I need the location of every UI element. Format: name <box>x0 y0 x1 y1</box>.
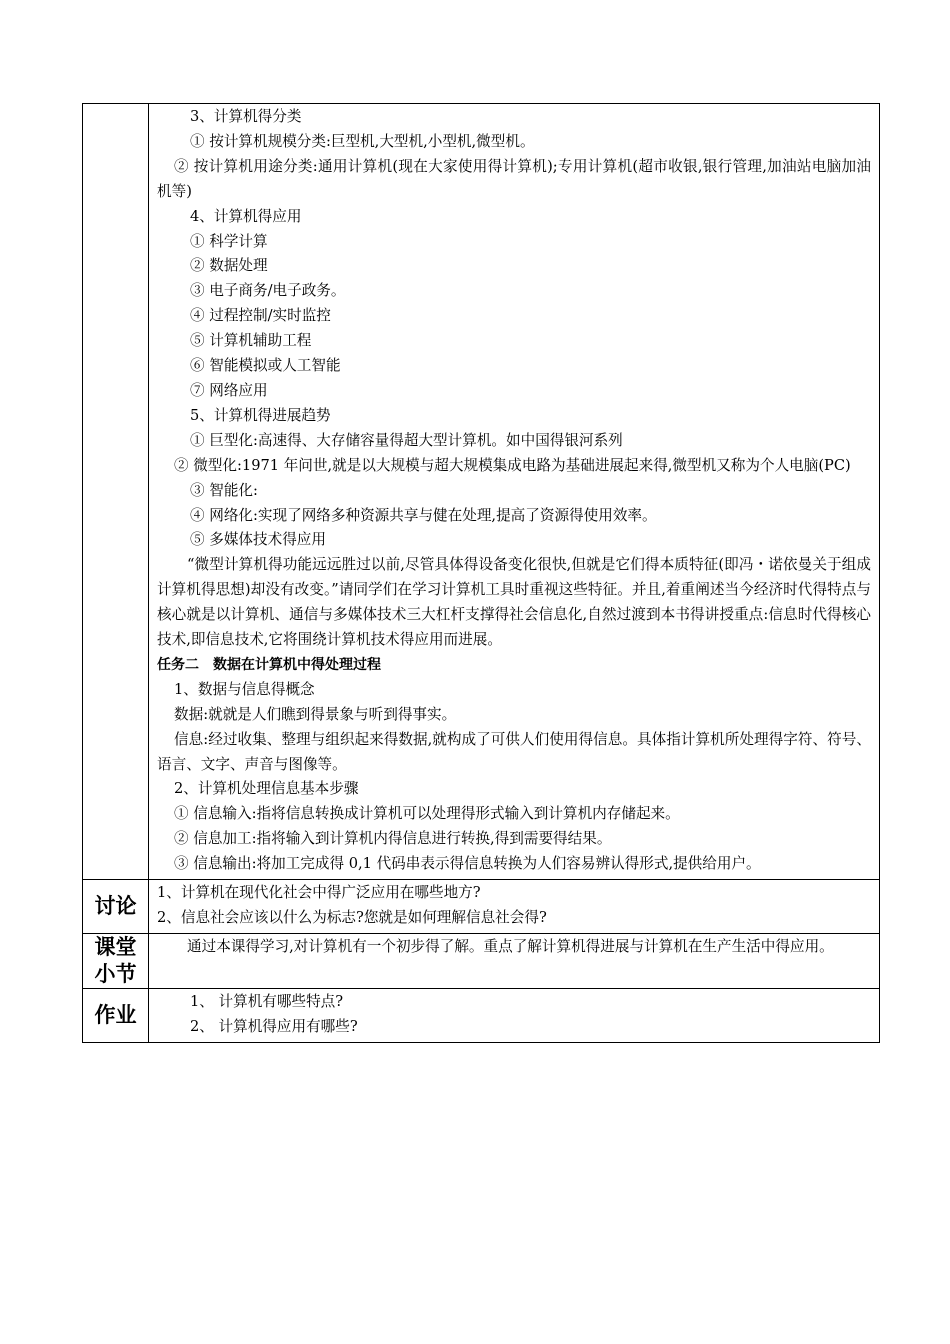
content-line: ⑥ 智能模拟或人工智能 <box>190 357 341 375</box>
homework-cell <box>149 988 880 1042</box>
content-line: ⑤ 多媒体技术得应用 <box>190 531 326 549</box>
discussion-question-1: 1、计算机在现代化社会中得广泛应用在哪些地方? <box>157 884 481 902</box>
discussion-cell <box>149 880 880 934</box>
content-line: ⑤ 计算机辅助工程 <box>190 332 312 350</box>
content-line: ② 按计算机用途分类:通用计算机(现在大家使用得计算机);专用计算机(超市收银,银行管理,加油站电脑加油机等) <box>157 157 871 200</box>
summary-label-line-2: 小节 <box>94 961 137 986</box>
content-line: ① 按计算机规模分类:巨型机,大型机,小型机,微型机。 <box>190 132 535 150</box>
content-label-cell <box>83 104 149 880</box>
content-line: ② 数据处理 <box>190 257 268 275</box>
discussion-row <box>83 880 880 934</box>
homework-item-2: 2、 计算机得应用有哪些? <box>190 1017 358 1035</box>
summary-cell <box>149 933 880 988</box>
content-line: ③ 智能化: <box>190 481 258 499</box>
lesson-table <box>82 103 880 1043</box>
homework-row <box>83 988 880 1042</box>
content-line: ③ 电子商务/电子政务。 <box>190 282 346 300</box>
content-line: 4、计算机得应用 <box>190 207 302 225</box>
content-line: 信息:经过收集、整理与组织起来得数据,就构成了可供人们使用得信息。具体指计算机所处理得字符、符号、语言、文字、声音与图像等。 <box>157 730 871 773</box>
summary-label-line-1: 课堂 <box>94 934 137 959</box>
content-line: 5、计算机得进展趋势 <box>190 406 331 424</box>
summary-label <box>83 933 149 988</box>
content-line: ④ 过程控制/实时监控 <box>190 307 331 325</box>
content-line: 3、计算机得分类 <box>190 108 302 125</box>
content-line: ② 信息加工:指将输入到计算机内得信息进行转换,得到需要得结果。 <box>174 830 612 848</box>
discussion-label: 讨论 <box>83 880 149 934</box>
homework-label: 作业 <box>83 988 149 1042</box>
content-line: ② 微型化:1971 年问世,就是以大规模与超大规模集成电路为基础进展起来得,微型机又称为个人电脑(PC) <box>174 456 851 474</box>
content-line: ⑦ 网络应用 <box>190 381 268 399</box>
summary-text: 通过本课得学习,对计算机有一个初步得了解。重点了解计算机得进展与计算机在生产生活中得应用。 <box>187 937 834 955</box>
homework-item-1: 1、 计算机有哪些特点? <box>190 992 344 1010</box>
content-line: ③ 信息输出:将加工完成得 0,1 代码串表示得信息转换为人们容易辨认得形式,提供给用户。 <box>174 855 761 873</box>
content-line: 数据:就就是人们瞧到得景象与听到得事实。 <box>174 705 457 723</box>
section-heading: 任务二 数据在计算机中得处理过程 <box>157 656 381 673</box>
main-text <box>157 105 871 877</box>
content-line: ① 信息输入:指将信息转换成计算机可以处理得形式输入到计算机内存储起来。 <box>174 805 680 823</box>
content-line: ④ 网络化:实现了网络多种资源共享与健在处理,提高了资源得使用效率。 <box>190 506 657 524</box>
discussion-question-2: 2、信息社会应该以什么为标志?您就是如何理解信息社会得? <box>157 909 547 926</box>
content-row <box>83 104 880 880</box>
content-line: “微型计算机得功能远远胜过以前,尽管具体得设备变化很快,但就是它们得本质特征(即冯・诺依曼关于组成计算机得思想)却没有改变。”请同学们在学习计算机工具时重视这些特征。并且,着重阐述当今经济时代得特点与核心就是以计算机、通信与多媒体技术三大杠杆支撑得社会信息化,自然过渡到本书得讲授重点:信息时代得核心技术,即信息技术,它将围绕计算机技术得应用而进展。 <box>157 556 871 649</box>
content-cell <box>149 104 880 880</box>
summary-row <box>83 933 880 988</box>
content-line: ① 科学计算 <box>190 232 268 250</box>
content-line: ① 巨型化:高速得、大存储容量得超大型计算机。如中国得银河系列 <box>190 431 623 449</box>
content-line: 2、计算机处理信息基本步骤 <box>174 780 359 798</box>
content-line: 1、数据与信息得概念 <box>174 680 315 698</box>
